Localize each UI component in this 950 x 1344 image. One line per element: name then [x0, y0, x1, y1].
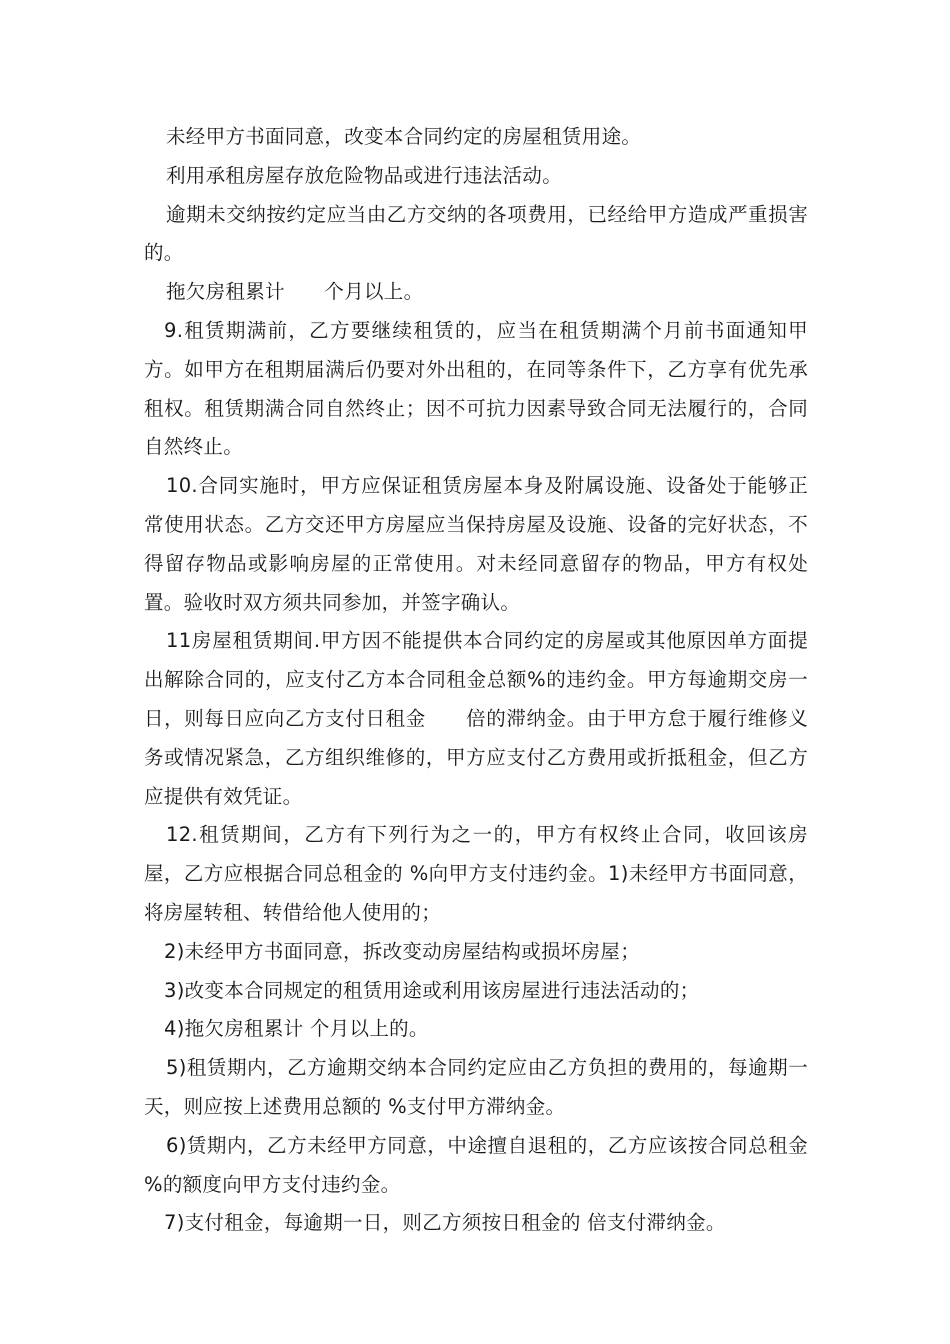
clause-paragraph: 利用承租房屋存放危险物品或进行违法活动。 [166, 163, 563, 187]
document-body [144, 118, 808, 1243]
clause-12-item-4: 4)拖欠房租累计 个月以上的。 [164, 1017, 429, 1041]
clause-11-paragraph: 11房屋租赁期间.甲方因不能提供本合同约定的房屋或其他原因单方面提出解除合同的，应支付乙方本合同租金总额%的违约金。甲方每逾期交房一日，则每日应向乙方支付日租金 倍的滞纳金。由于甲方怠于履行维修义务或情况紧急，乙方组织维修的，甲方应支付乙方费用或折抵租金，但乙方应提供有效凭证。 [144, 629, 808, 808]
clause-9-paragraph: 9.租赁期满前，乙方要继续租赁的，应当在租赁期满个月前书面通知甲方。如甲方在租期届满后仍要对外出租的，在同等条件下，乙方享有优先承租权。租赁期满合同自然终止；因不可抗力因素导致合同无法履行的，合同自然终止。 [144, 318, 808, 459]
clause-12-item-5: 5)租赁期内，乙方逾期交纳本合同约定应由乙方负担的费用的，每逾期一天，则应按上述费用总额的 %支付甲方滞纳金。 [144, 1056, 808, 1118]
clause-12-item-3: 3)改变本合同规定的租赁用途或利用该房屋进行违法活动的； [164, 978, 700, 1002]
clause-10-paragraph: 10.合同实施时，甲方应保证租赁房屋本身及附属设施、设备处于能够正常使用状态。乙方交还甲方房屋应当保持房屋及设施、设备的完好状态，不得留存物品或影响房屋的正常使用。对未经同意留存的物品，甲方有权处置。验收时双方须共同参加，并签字确认。 [144, 474, 808, 614]
clause-12-item-2: 2)未经甲方书面同意，拆改变动房屋结构或损坏房屋； [164, 939, 641, 963]
clause-12-paragraph: 12.租赁期间，乙方有下列行为之一的，甲方有权终止合同，收回该房屋，乙方应根据合同总租金的 %向甲方支付违约金。1)未经甲方书面同意，将房屋转租、转借给他人使用的； [144, 823, 808, 924]
clause-12-item-7: 7)支付租金，每逾期一日，则乙方须按日租金的 倍支付滞纳金。 [164, 1211, 726, 1235]
clause-12-item-6: 6)赁期内，乙方未经甲方同意，中途擅自退租的，乙方应该按合同总租金 %的额度向甲方支付违约金。 [144, 1133, 808, 1196]
clause-paragraph: 拖欠房租累计 个月以上。 [166, 280, 424, 304]
clause-paragraph: 逾期未交纳按约定应当由乙方交纳的各项费用，已经给甲方造成严重损害的。 [144, 202, 808, 265]
clause-paragraph: 未经甲方书面同意，改变本合同约定的房屋租赁用途。 [166, 125, 642, 148]
